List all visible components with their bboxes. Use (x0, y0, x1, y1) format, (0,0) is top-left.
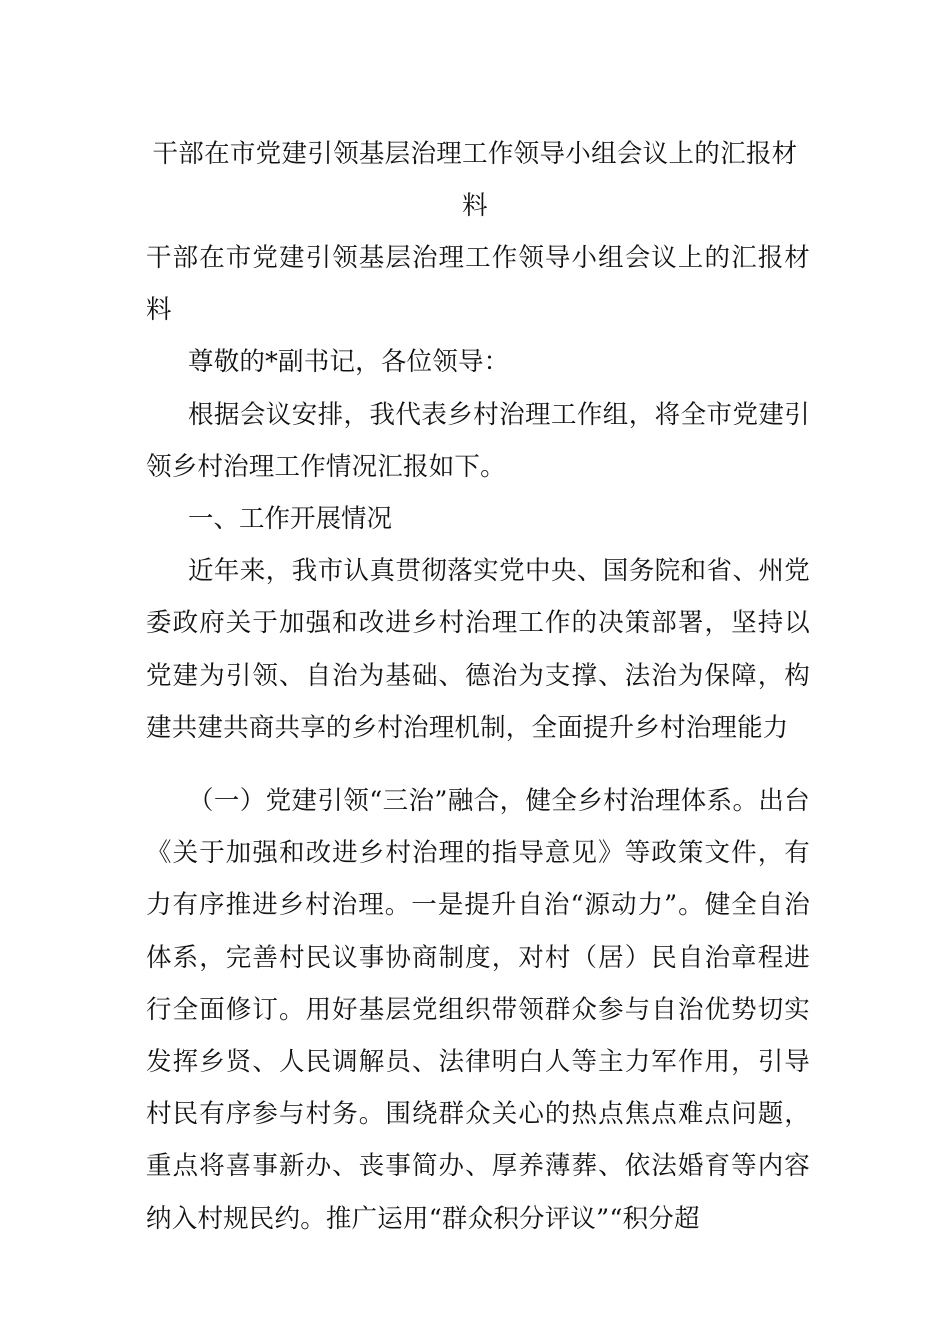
subsection-1-paragraph: （一）党建引领“三治”融合，健全乡村治理体系。出台《关于加强和改进乡村治理的指导意见》等政策文件，有力有序推进乡村治理。一是提升自治“源动力”。健全自治体系，完善村民议事协商制度，对村（居）民自治章程进行全面修订。用好基层党组织带领群众参与自治优势切实发挥乡贤、人民调解员、法律明白人等主力军作用，引导村民有序参与村务。围绕群众关心的热点焦点难点问题，重点将喜事新办、丧事简办、厚养薄葬、依法婚育等内容纳入村规民约。推广运用“群众积分评议”“积分超 (146, 786, 810, 1234)
section-1-paragraph: 近年来，我市认真贯彻落实党中央、国务院和省、州党委政府关于加强和改进乡村治理工作的决策部署，坚持以党建为引领、自治为基础、德治为支撑、法治为保障，构建共建共商共享的乡村治理机制，全面提升乡村治理能力 (146, 556, 810, 743)
section-heading-1: 一、工作开展情况 (188, 504, 393, 535)
document-title: 干部在市党建引领基层治理工作领导小组会议上的汇报材料 (152, 139, 798, 221)
salutation: 尊敬的*副书记，各位领导： (188, 347, 510, 378)
document-body-top (146, 232, 810, 754)
document-body-bottom (146, 775, 810, 1245)
title-repeat-paragraph: 干部在市党建引领基层治理工作领导小组会议上的汇报材料 (146, 243, 810, 326)
intro-paragraph: 根据会议安排，我代表乡村治理工作组，将全市党建引领乡村治理工作情况汇报如下。 (146, 399, 810, 482)
